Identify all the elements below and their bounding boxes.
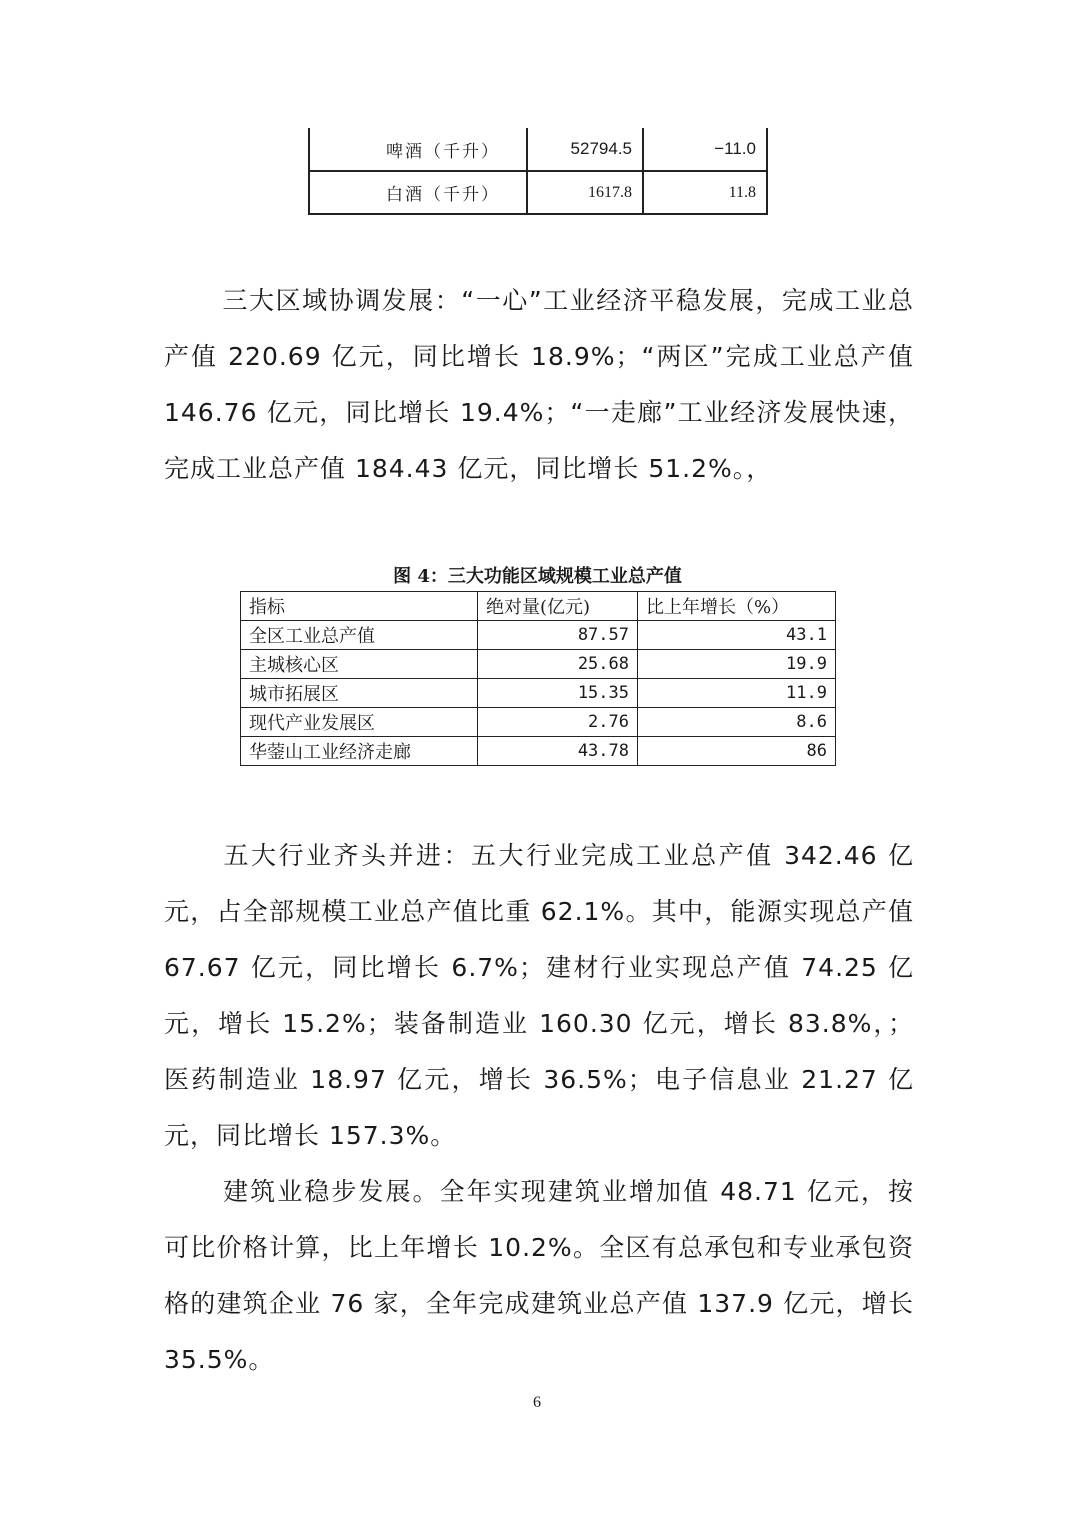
region-name: 城市拓展区	[241, 679, 478, 708]
product-name: 啤酒（千升）	[309, 128, 527, 171]
construction-paragraph-text: 建筑业稳步发展。全年实现建筑业增加值 48.71 亿元，按可比价格计算，比上年增长 10.2%。全区有总承包和专业承包资格的建筑企业 76 家，全年完成建筑业总产值 137.9 亿元，增长 35.5%。	[164, 1177, 914, 1374]
column-header: 指标	[241, 592, 478, 621]
industries-paragraph-text: 五大行业齐头并进：五大行业完成工业总产值 342.46 亿元，占全部规模工业总产值比重 62.1%。其中，能源实现总产值 67.67 亿元，同比增长 6.7%；建材行业实现总产值 74.25 亿元，增长 15.2%；装备制造业 160.30 亿元，增长 83.8%，；医药制造业 18.97 亿元，增长 36.5%；电子信息业 21.27 亿元，同比增长 157.3%。	[164, 841, 914, 1150]
region-growth: 43.1	[638, 621, 836, 650]
region-output: 15.35	[478, 679, 638, 708]
region-name: 主城核心区	[241, 650, 478, 679]
table-row	[309, 128, 767, 171]
region-output: 87.57	[478, 621, 638, 650]
region-name: 全区工业总产值	[241, 621, 478, 650]
product-growth: −11.0	[643, 128, 767, 171]
region-output: 25.68	[478, 650, 638, 679]
table-row	[309, 171, 767, 214]
continued-products-table	[308, 128, 768, 215]
product-growth: 11.8	[643, 171, 767, 214]
industries-paragraph	[164, 828, 914, 1164]
table-row	[241, 679, 836, 708]
page-number: 6	[533, 1394, 541, 1411]
region-output: 2.76	[478, 708, 638, 737]
product-output: 52794.5	[527, 128, 643, 171]
region-name: 华蓥山工业经济走廊	[241, 737, 478, 766]
table-row	[241, 737, 836, 766]
region-growth: 19.9	[638, 650, 836, 679]
region-growth: 8.6	[638, 708, 836, 737]
figure-caption: 图 4：三大功能区域规模工业总产值	[393, 566, 682, 587]
table-row	[241, 621, 836, 650]
table-row	[241, 708, 836, 737]
table-header-row	[241, 592, 836, 621]
region-growth: 11.9	[638, 679, 836, 708]
column-header: 比上年增长（%）	[638, 592, 836, 621]
region-growth: 86	[638, 737, 836, 766]
construction-paragraph	[164, 1164, 914, 1388]
column-header: 绝对量(亿元)	[478, 592, 638, 621]
regional-output-table	[240, 591, 836, 766]
region-output: 43.78	[478, 737, 638, 766]
regions-paragraph	[164, 273, 914, 497]
product-name: 白酒（千升）	[309, 171, 527, 214]
region-name: 现代产业发展区	[241, 708, 478, 737]
table-row	[241, 650, 836, 679]
product-output: 1617.8	[527, 171, 643, 214]
regions-paragraph-text: 三大区域协调发展：“一心”工业经济平稳发展，完成工业总产值 220.69 亿元，同比增长 18.9%；“两区”完成工业总产值 146.76 亿元，同比增长 19.4%；“一走廊”工业经济发展快速，完成工业总产值 184.43 亿元，同比增长 51.2%。，	[164, 286, 914, 483]
